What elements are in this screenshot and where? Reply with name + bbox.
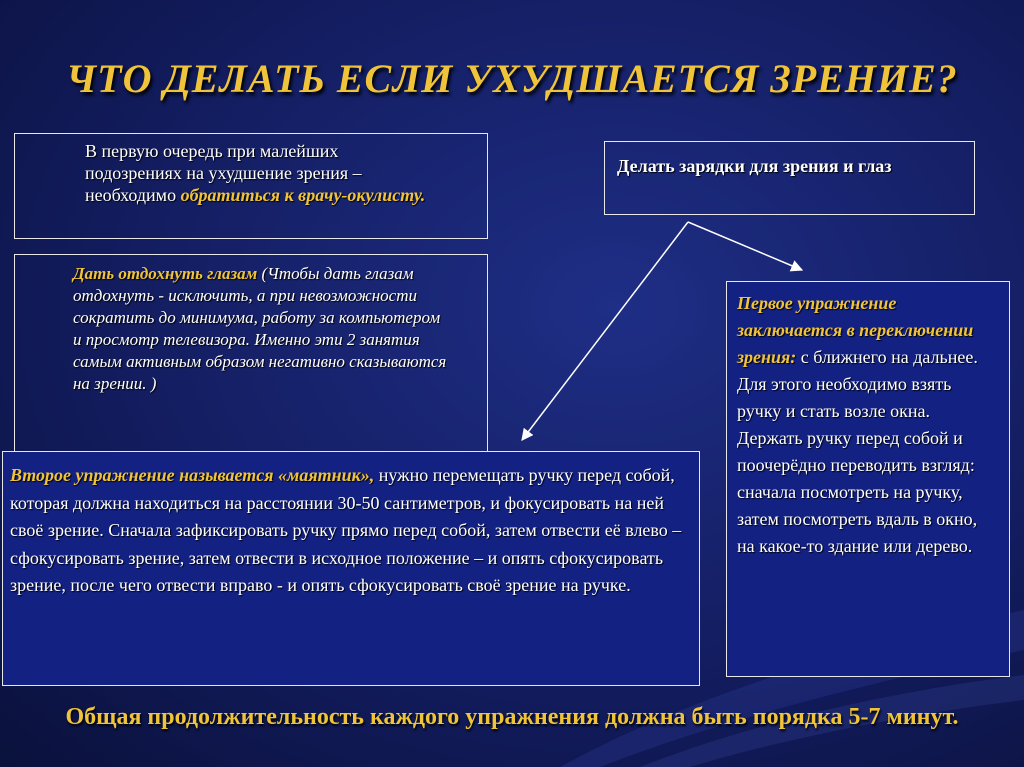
box-eye-exercises-text: Делать зарядки для зрения и глаз xyxy=(617,156,892,176)
box-see-doctor-text: В первую очередь при малейших подозрениях на ухудшение зрения – необходимо xyxy=(85,141,362,205)
box-first-exercise xyxy=(726,281,1010,677)
footer-note: Общая продолжительность каждого упражнения должна быть порядка 5-7 минут. xyxy=(65,704,959,730)
box-see-doctor-highlight: обратиться к врачу-окулисту. xyxy=(180,185,426,205)
box-second-exercise-text: нужно перемещать ручку перед собой, которая должна находиться на расстоянии 30-50 сантиметров, и фокусировать на ней своё зрение. Сначала зафиксировать ручку прямо перед собой, затем отвести её влево – сфокусировать зрение, затем отвести в исходное положение – и опять сфокусировать зрение, после чего отвести вправо - и опять сфокусировать своё зрение на ручке. xyxy=(10,465,682,595)
box-rest-eyes-text: (Чтобы дать глазам отдохнуть - исключить, а при невозможности сократить до минимума, работу за компьютером и просмотр телевизора. Именно эти 2 занятия самым активным образом негативно сказываются на зрении. ) xyxy=(73,264,447,393)
box-rest-eyes-heading: Дать отдохнуть глазам xyxy=(73,264,258,283)
arrow-to-first-exercise xyxy=(688,222,802,270)
arrow-to-second-exercise xyxy=(522,222,688,440)
box-second-exercise xyxy=(2,451,700,686)
box-second-exercise-heading: Второе упражнение называется «маятник», xyxy=(10,465,375,485)
page-title: ЧТО ДЕЛАТЬ ЕСЛИ УХУДШАЕТСЯ ЗРЕНИЕ? xyxy=(66,56,958,101)
box-first-exercise-heading: Первое упражнение заключается в переключении зрения: xyxy=(737,293,974,367)
box-first-exercise-text: с ближнего на дальнее. Для этого необходимо взять ручку и стать возле окна. Держать ручку перед собой и поочерёдно переводить взгляд: сначала посмотреть на ручку, затем посмотреть вдаль в окно, на какое-то здание или дерево. xyxy=(737,347,978,556)
